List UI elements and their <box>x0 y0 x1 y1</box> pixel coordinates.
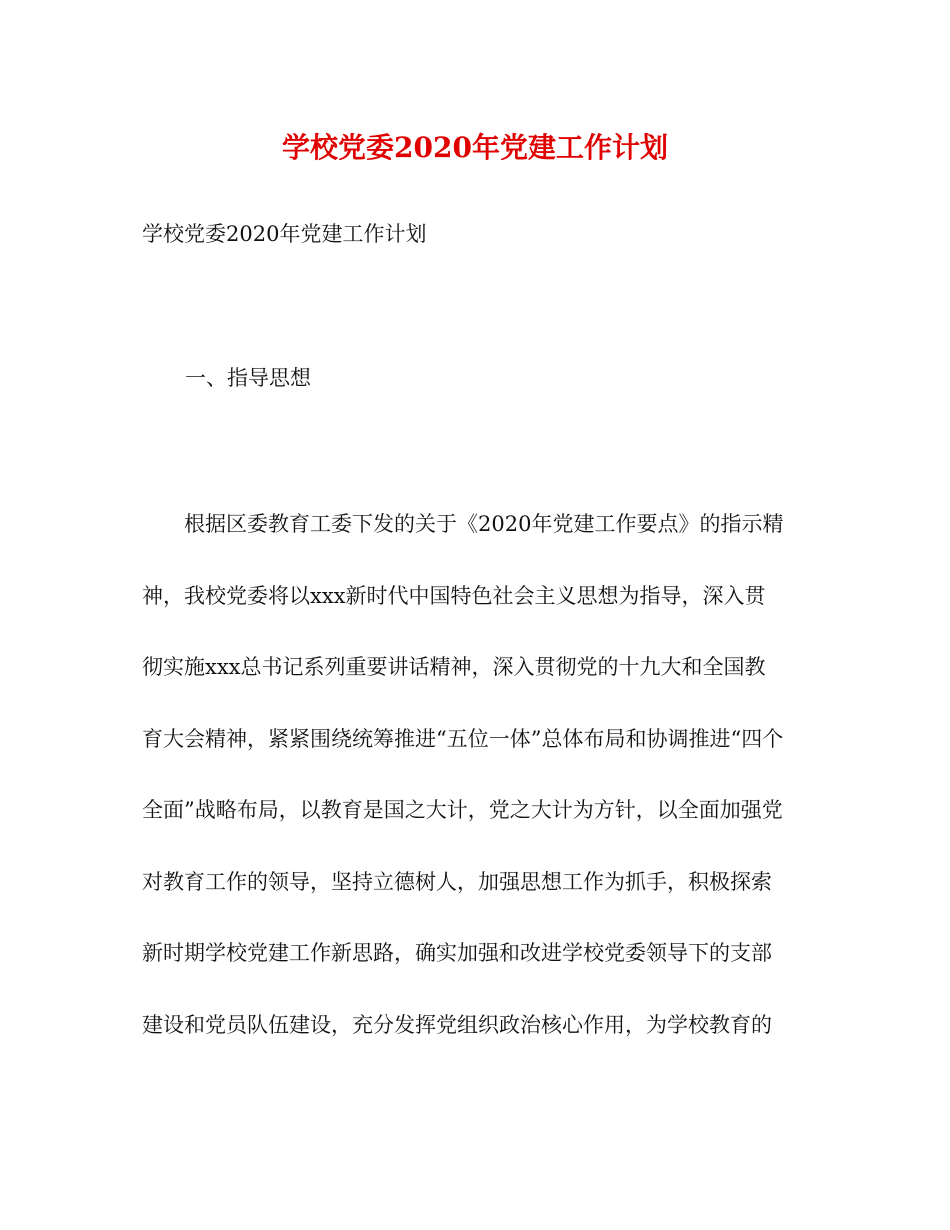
document-subtitle: 学校党委2020年党建工作计划 <box>142 222 427 246</box>
body-line: 全面”战略布局，以教育是国之大计，党之大计为方针，以全面加强党 <box>142 798 783 822</box>
body-line: 对教育工作的领导，坚持立德树人，加强思想工作为抓手，积极探索 <box>142 869 772 894</box>
body-line: 新时期学校党建工作新思路，确实加强和改进学校党委领导下的支部 <box>142 941 772 965</box>
body-line: 建设和党员队伍建设，充分发挥党组织政治核心作用，为学校教育的 <box>142 1012 772 1037</box>
body-line: 彻实施xxx总书记系列重要讲话精神，深入贯彻党的十九大和全国教 <box>142 655 766 679</box>
document-title: 学校党委2020年党建工作计划 <box>282 131 668 164</box>
section-heading: 一、指导思想 <box>185 366 311 390</box>
body-line: 根据区委教育工委下发的关于《2020年党建工作要点》的指示精 <box>184 512 784 536</box>
body-paragraph <box>142 508 814 1080</box>
body-line: 育大会精神，紧紧围绕统筹推进“五位一体”总体布局和协调推进“四个 <box>142 726 784 751</box>
body-line: 神，我校党委将以xxx新时代中国特色社会主义思想为指导，深入贯 <box>142 583 766 608</box>
